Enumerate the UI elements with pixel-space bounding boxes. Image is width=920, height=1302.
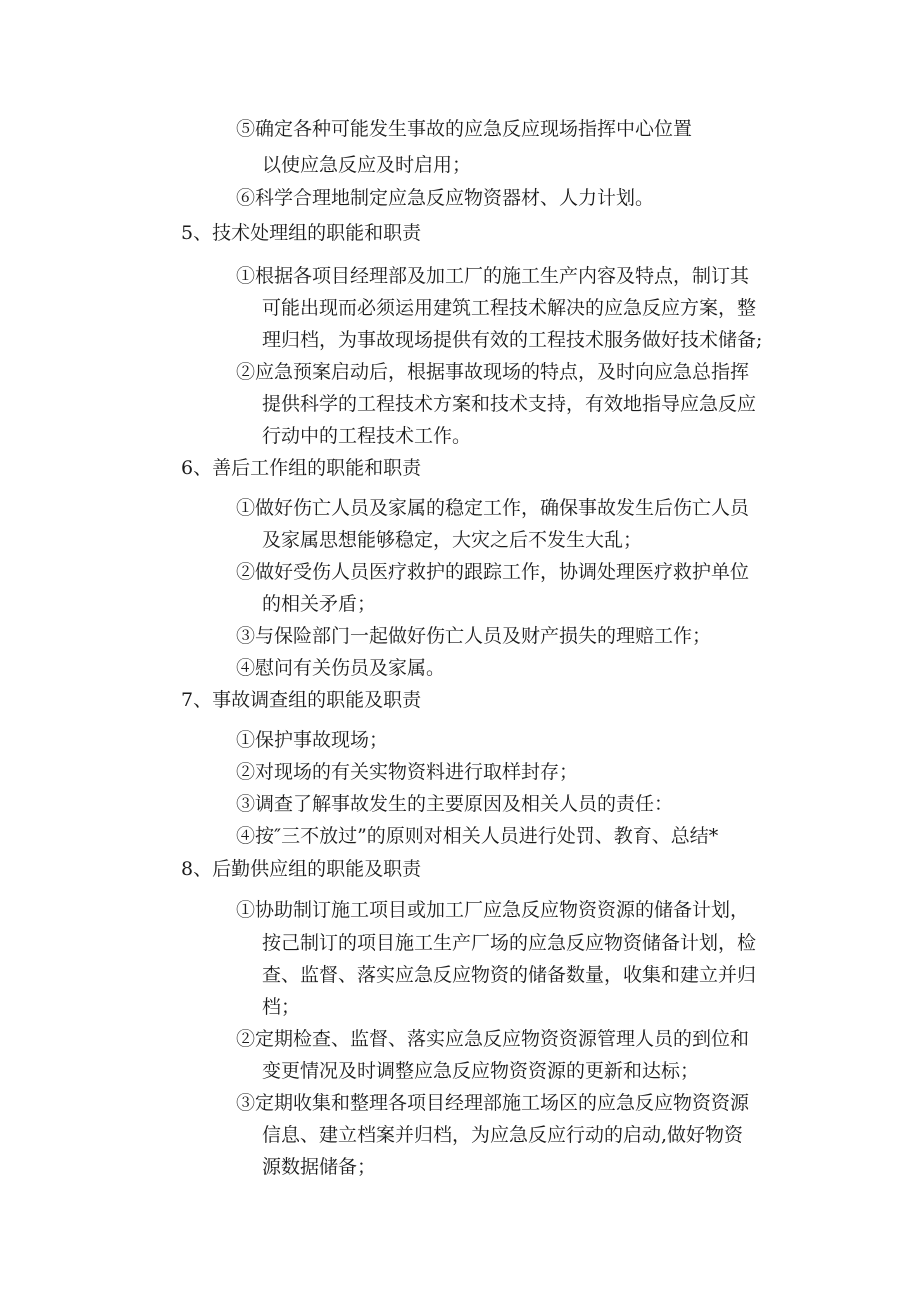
s7-item-3: ③调查了解事故发生的主要原因及相关人员的责任： [236,793,674,815]
s8-item-2-line-1: ②定期检查、监督、落实应急反应物资资源管理人员的到位和 [236,1028,750,1050]
section-7-heading: 7、事故调查组的职能及职责 [181,689,422,711]
section-5-heading: 5、技术处理组的职能和职责 [181,222,422,244]
intro-item-6: ⑥科学合理地制定应急反应物资器材、人力计划。 [236,187,655,209]
s8-item-3-line-3: 源数据储备； [262,1156,377,1178]
s8-item-1-line-1: ①协助制订施工项目或加工厂应急反应物资资源的储备计划， [236,899,750,921]
s6-item-3: ③与保险部门一起做好伤亡人员及财产损失的理赔工作； [236,625,712,647]
s6-item-2-line-1: ②做好受伤人员医疗救护的跟踪工作，协调处理医疗救护单位 [236,561,750,583]
section-8-heading: 8、后勤供应组的职能及职责 [181,858,422,880]
intro-item-5: ⑤确定各种可能发生事故的应急反应现场指挥中心位置 [236,118,693,140]
s5-item-2-line-1: ②应急预案启动后，根据事故现场的特点，及时向应急总指挥 [236,361,750,383]
intro-item-5-cont: 以使应急反应及时启用； [262,154,472,176]
s7-item-4: ④按″三不放过”的原则对相关人员进行处罚、教育、总结* [236,825,719,847]
section-6-heading: 6、善后工作组的职能和职责 [181,457,422,479]
s8-item-1-line-2: 按己制订的项目施工生产厂场的应急反应物资储备计划，检 [262,932,757,954]
s5-item-1-line-3: 理归档，为事故现场提供有效的工程技术服务做好技术储备; [262,329,763,351]
s5-item-2-line-2: 提供科学的工程技术方案和技术支持，有效地指导应急反应 [262,393,757,415]
s6-item-1-line-2: 及家属思想能够稳定，大灾之后不发生大乱； [262,529,643,551]
s6-item-1-line-1: ①做好伤亡人员及家属的稳定工作，确保事故发生后伤亡人员 [236,497,750,519]
s8-item-3-line-2: 信息、建立档案并归档，为应急反应行动的启动,做好物资 [262,1124,744,1146]
s5-item-2-line-3: 行动中的工程技术工作。 [262,425,472,447]
s8-item-2-line-2: 变更情况及时调整应急反应物资资源的更新和达标； [262,1060,700,1082]
s7-item-2: ②对现场的有关实物资料进行取样封存； [236,761,579,783]
s6-item-2-line-2: 的相关矛盾； [262,593,377,615]
s7-item-1: ①保护事故现场； [236,729,389,751]
s5-item-1-line-2: 可能出现而必须运用建筑工程技术解决的应急反应方案，整 [262,297,757,319]
s8-item-1-line-3: 查、监督、落实应急反应物资的储备数量，收集和建立并归 [262,964,757,986]
s6-item-4: ④慰问有关伤员及家属。 [236,657,446,679]
s8-item-1-line-4: 档； [262,996,301,1018]
s8-item-3-line-1: ③定期收集和整理各项目经理部施工场区的应急反应物资资源 [236,1092,750,1114]
s5-item-1-line-1: ①根据各项目经理部及加工厂的施工生产内容及特点，制订其 [236,265,750,287]
